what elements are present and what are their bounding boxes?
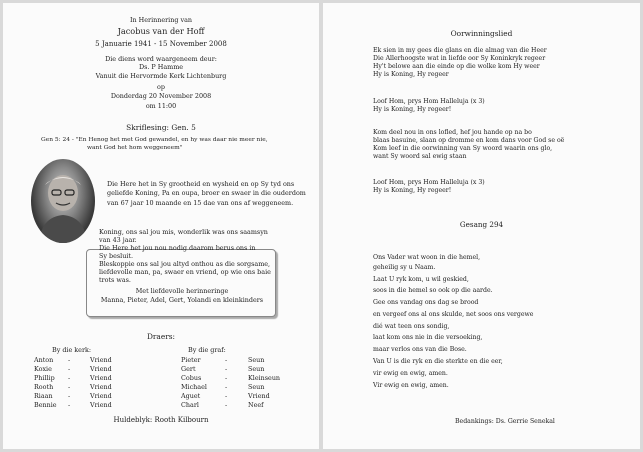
poem-signature: Manna, Pieter, Adel, Gert, Yolandi en kleinkinders xyxy=(100,296,264,304)
bearer-dash: - xyxy=(68,374,71,382)
hymn-line: Ons Vader wat woon in die hemel, xyxy=(373,254,481,261)
bearer-relation: Vriend xyxy=(90,392,112,400)
bearer-dash: - xyxy=(68,383,71,391)
bearer-name: Rooth xyxy=(34,383,54,391)
poem-line: trots was. xyxy=(99,276,131,284)
hymn-line: laat kom ons nie in die versoeking, xyxy=(373,334,483,341)
organ-credit: Huldeblyk: Rooth Kilbourn xyxy=(113,416,209,424)
scripture-title: Skriflesing: Gen. 5 xyxy=(126,123,196,132)
scripture-verse: Gen 5: 24 - "En Henog het met God gewandel, en hy was daar nie meer nie, xyxy=(41,137,268,143)
bearer-relation: Vriend xyxy=(90,365,112,373)
poem-closing: Met liefdevolle herinneringe xyxy=(135,287,229,295)
hymn-line: Hy't belowe aan die einde op die wolke kom Hy weer xyxy=(373,63,540,70)
bearer-name: Pieter xyxy=(181,356,201,364)
bearer-relation: Vriend xyxy=(90,401,112,409)
hymn-title: Oorwinningslied xyxy=(450,29,513,38)
hymn-line: vir ewig en ewig, amen. xyxy=(373,370,448,377)
bearer-dash: - xyxy=(68,401,71,409)
bearer-dash: - xyxy=(68,356,71,364)
bearer-dash: - xyxy=(225,383,228,391)
hymn-line: Hy is Koning, Hy regeer! xyxy=(373,106,452,113)
portrait-photo xyxy=(31,159,95,243)
hymn-line: soos in die hemel so ook op die aarde. xyxy=(373,287,493,294)
service-line: Die diens word waargeneem deur: xyxy=(105,55,217,63)
hymn-line: Laat U ryk kom, u wil geskied, xyxy=(373,276,469,283)
bearers-title: Draers: xyxy=(146,332,176,341)
hymn-line: maar verlos ons van die Bose. xyxy=(373,346,467,353)
tribute-line: geliefde Koning, Pa en oupa, broer en swaer in die ouderdom xyxy=(107,189,306,197)
bearer-name: Charl xyxy=(181,401,199,409)
poem-line: Bleskoppie ons sal jou altyd onthou as die sorgsame, xyxy=(99,260,271,268)
service-line: Vanuit die Hervormde Kerk Lichtenburg xyxy=(95,72,227,80)
hymn-line: Hy is Koning, Hy regeer xyxy=(373,71,449,78)
portrait-image xyxy=(31,159,95,243)
bearer-relation: Vriend xyxy=(248,392,270,400)
left-page xyxy=(3,3,319,449)
bearer-dash: - xyxy=(225,401,228,409)
bearer-name: Riaan xyxy=(34,392,53,400)
bearer-relation: Vriend xyxy=(90,383,112,391)
bearer-name: Koxie xyxy=(34,365,52,373)
poem-line: Koning, ons sal jou mis, wonderlik was ons saamsyn xyxy=(99,228,268,236)
bearer-relation: Vriend xyxy=(90,356,112,364)
hymn-title: Gesang 294 xyxy=(459,220,504,229)
hymn-line: geheilig sy u Naam. xyxy=(373,264,436,271)
deceased-name: Jacobus van der Hoff xyxy=(117,26,205,36)
bearer-dash: - xyxy=(68,365,71,373)
scripture-verse: want God het hom weggeneem" xyxy=(87,145,183,151)
bearer-name: Cobus xyxy=(181,374,202,382)
bearer-relation: Seun xyxy=(248,365,265,373)
right-page xyxy=(323,3,640,449)
bearer-dash: - xyxy=(68,392,71,400)
bearer-dash: - xyxy=(225,356,228,364)
bearer-relation: Vriend xyxy=(90,374,112,382)
hymn-line: Van U is die ryk en die sterkte en die eer, xyxy=(373,358,503,365)
bearer-dash: - xyxy=(225,374,228,382)
bearer-name: Michael xyxy=(181,383,207,391)
hymn-line: dié wat teen ons sondig, xyxy=(373,323,450,330)
bearer-name: Anton xyxy=(34,356,54,364)
poem-line: van 43 jaar. xyxy=(99,236,137,244)
hymn-line: Loof Hom, prys Hom Halleluja (x 3) xyxy=(373,98,485,105)
church-heading: By die kerk: xyxy=(52,346,92,354)
hymn-line: Vir ewig en ewig, amen. xyxy=(373,382,449,389)
tribute-line: Die Here het in Sy grootheid en wysheid en op Sy tyd ons xyxy=(107,180,295,188)
bearer-dash: - xyxy=(225,392,228,400)
hymn-line: Die Allerhoogste wat in liefde oor Sy Koninkryk regeer xyxy=(373,55,546,62)
bearer-dash: - xyxy=(225,365,228,373)
hymn-line: blaas basuine, slaan op dromme en kom dans voor God se oë xyxy=(373,137,565,144)
hymn-line: Kom deel nou in ons lofled, hef jou hande op na bo xyxy=(373,129,532,136)
poem-line: Die Here het jou nou nodig daarom berus ons in xyxy=(99,244,256,252)
service-line: om 11:00 xyxy=(145,102,177,110)
thanks-credit: Bedankings: Ds. Gerrie Senekal xyxy=(455,418,555,425)
hymn-line: en vergeef ons al ons skulde, net soos ons vergewe xyxy=(373,311,534,318)
tribute-line: van 67 jaar 10 maande en 15 dae van ons af weggeneem. xyxy=(107,199,294,207)
bearer-name: Phillip xyxy=(34,374,55,382)
bearer-name: Bennie xyxy=(34,401,57,409)
hymn-line: Loof Hom, prys Hom Halleluja (x 3) xyxy=(373,179,485,186)
poem-line: liefdevolle man, pa, swaer en vriend, op wie ons baie xyxy=(99,268,271,276)
hymn-line: Ek sien in my gees die glans en die almag van die Heer xyxy=(373,47,547,54)
hymn-line: want Sy woord sal ewig staan xyxy=(373,153,467,160)
bearer-relation: Seun xyxy=(248,356,265,364)
hymn-line: Gee ons vandag ons dag se brood xyxy=(373,299,479,306)
service-line: op xyxy=(157,83,165,91)
hymn-line: Kom leef in die oorwinning van Sy woord waarin ons glo, xyxy=(373,145,553,152)
in-memoriam-label: In Herinnering van xyxy=(129,16,192,24)
poem-line: Sy besluit. xyxy=(99,252,133,260)
service-line: Donderdag 20 November 2008 xyxy=(110,92,212,100)
hymn-line: Hy is Koning, Hy regeer! xyxy=(373,187,452,194)
bearer-relation: Kleinseun xyxy=(248,374,281,382)
bearer-name: Gert xyxy=(181,365,196,373)
grave-heading: By die graf: xyxy=(188,346,226,354)
bearer-name: Aguet xyxy=(181,392,201,400)
life-dates: 5 Januarie 1941 - 15 November 2008 xyxy=(95,40,227,48)
bearer-relation: Seun xyxy=(248,383,265,391)
service-line: Ds. P Hamme xyxy=(138,63,184,71)
bearer-relation: Neef xyxy=(248,401,264,409)
